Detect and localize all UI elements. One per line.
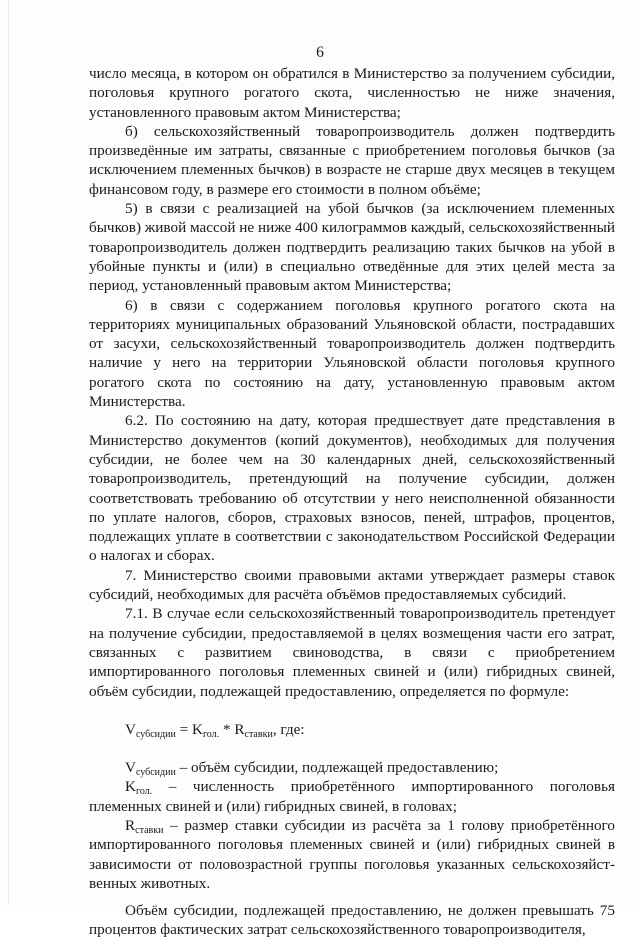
page-number: 6 bbox=[316, 44, 324, 61]
formula-v: V bbox=[125, 720, 136, 738]
definition-r bbox=[89, 816, 615, 893]
definition-r-sym: R bbox=[125, 816, 136, 834]
spacer bbox=[89, 893, 615, 901]
paragraph-continuation: число месяца, в котором он обратился в Министерство за получением субсидии, поголовья крупного рогатого скота, численностью не ниже значения, установленного правовым актом Министерства; bbox=[89, 65, 615, 121]
formula-mul: * bbox=[219, 720, 235, 738]
formula-v-sub: субсидии bbox=[135, 728, 176, 740]
scan-edge bbox=[8, 0, 9, 905]
spacer bbox=[89, 739, 615, 758]
formula-k-sub: гол. bbox=[202, 728, 220, 740]
formula-eq: = bbox=[175, 720, 192, 738]
definition-r-text: – размер ставки субсидии из расчёта за 1 голову приобретённого импортированного поголовья племенных свиней и (или) гибридных свиней в зависимости от половозрастной группы поголовья указанных сельскохозяйственных животных. bbox=[89, 816, 615, 892]
definition-v-text: – объём субсидии, подлежащей предоставлению; bbox=[175, 759, 499, 777]
definition-k-sym: K bbox=[125, 778, 136, 796]
definition-r-sub: ставки bbox=[135, 824, 164, 836]
paragraph-closing: Объём субсидии, подлежащей предоставлению, не должен превышать 75 процентов фактических затрат сельскохозяйственного товаропроизводителя, bbox=[89, 902, 615, 939]
paragraph-6: 6) в связи с содержанием поголовья крупного рогатого скота на территориях муниципальных образований Ульяновской области, пострадавших от засухи, сельскохозяйственный товаропроизводитель должен подтвердить наличие у него на территории Ульяновской области поголовья крупного рогатого скота по состоянию на дату, установленную правовым актом Министерства. bbox=[89, 296, 615, 411]
paragraph-7-1: 7.1. В случае если сельскохозяйственный товаропроизводитель претендует на получение субсидии, предоставляемой в целях возмещения части его затрат, связанных с развитием свиноводства, в связи с приобретением импортированного поголовья племенных свиней и (или) гибридных свиней, объём субсидии, подлежащей предоставлению, определяется по формуле: bbox=[89, 605, 615, 700]
spacer bbox=[89, 701, 615, 720]
formula-r-sub: ставки bbox=[244, 728, 273, 740]
definition-k-sub: гол. bbox=[135, 786, 153, 798]
paragraph-6-2: 6.2. По состоянию на дату, которая предшествует дате представления в Министерство документов (копий документов), необходимых для получения субсидии, не более чем на 30 календарных дней, сельскохозяйственный товаропроизводитель, претендующий на получение субсидии, должен соответствовать требованию об отсутствии у него неисполненной обязанности по уплате налогов, сборов, страховых взносов, пеней, штрафов, процентов, подлежащих уплате в соответствии с законодательством Российской Федерации о налогах и сборах. bbox=[89, 412, 615, 565]
formula-k: K bbox=[191, 720, 203, 738]
formula-tail: , где: bbox=[272, 720, 305, 738]
definition-v-sym: V bbox=[125, 759, 136, 777]
document-body bbox=[89, 64, 615, 940]
paragraph-7: 7. Министерство своими правовыми актами утверждает размеры ставок субсидий, необходимых для расчёта объёмов предоставляемых субсидий. bbox=[89, 566, 615, 604]
paragraph-5: 5) в связи с реализацией на убой бычков (за исключением племенных бычков) живой массой не ниже 400 килограммов каждый, сельскохозяйственный товаропроизводитель должен подтвердить реализацию таких бычков на убой в убойные пункты и (или) в специально отведённые для этих целей места за период, установленный правовым актом Министерства; bbox=[89, 200, 615, 295]
paragraph-b: б) сельскохозяйственный товаропроизводитель должен подтвердить произведённые им затраты, связанные с приобретением поголовья бычков (за исключением племенных бычков) в возрасте не старше двух месяцев в текущем финансовом году, в размере его стоимости в полном объёме; bbox=[89, 122, 615, 198]
definition-k-text: – численность приобретённого импортированного поголовья племенных свиней и (или) гибридных свиней, в головах; bbox=[89, 778, 615, 815]
definition-k bbox=[89, 777, 615, 816]
formula bbox=[89, 720, 615, 739]
formula-r: R bbox=[234, 720, 245, 738]
definition-v-sub: субсидии bbox=[135, 767, 176, 779]
definition-v bbox=[89, 758, 615, 777]
